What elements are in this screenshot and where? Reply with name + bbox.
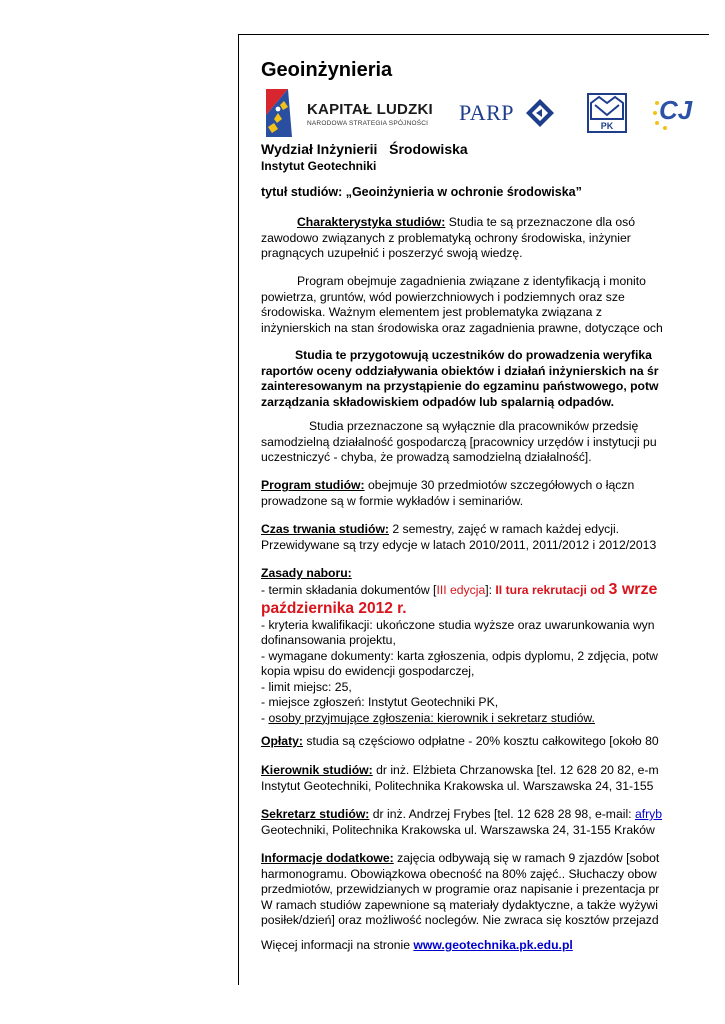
secretary-section: [261, 807, 709, 838]
secretary-line-1: dr inż. Andrzej Frybes [tel. 12 628 28 98, e-mail:: [369, 807, 635, 821]
admission-criteria-1: - kryteria kwalifikacji: ukończone studia wyższe oraz uwarunkowania wyn: [261, 617, 655, 632]
characteristics-line-2: zawodowo związanych z problematyką ochrony środowiska, inżynier: [261, 230, 631, 245]
additional-line-3: przedmiotów, przewidzianych w programie oraz napisanie i prezentacja pr: [261, 882, 660, 896]
additional-info-section: [261, 851, 709, 929]
admission-section: [261, 566, 709, 726]
logo-bar: [261, 85, 709, 145]
audience-line-3: uczestniczyć - chyba, że prowadzą samodzielną działalność].: [261, 450, 592, 464]
page-title: Geoinżynieria: [261, 59, 393, 81]
parp-name: PARP: [459, 100, 515, 125]
director-line-2: Instytut Geotechniki, Politechnika Krakowska ul. Warszawska 24, 31-155: [261, 778, 654, 793]
purpose-line-4: zarządzania składowiskiem odpadów lub spalarnią odpadów.: [261, 394, 615, 409]
website-link[interactable]: www.geotechnika.pk.edu.pl: [413, 938, 573, 952]
admission-edition: III edycja: [436, 582, 486, 597]
program-line-1: obejmuje 30 przedmiotów szczegółowych o łączn: [364, 478, 635, 492]
cj-name: CJ: [659, 95, 693, 125]
purpose-line-1: Studia te przygotowują uczestników do prowadzenia weryfika: [295, 348, 652, 362]
admission-heading: Zasady naboru:: [261, 566, 352, 580]
duration-heading: Czas trwania studiów:: [261, 522, 389, 536]
secretary-email-link[interactable]: afryb: [634, 807, 663, 821]
parp-logo: [459, 97, 569, 131]
characteristics-heading: Charakterystyka studiów:: [297, 215, 446, 229]
characteristics-line-1: Studia te są przeznaczone dla osó: [445, 215, 636, 229]
fees-text: studia są częściowo odpłatne - 20% kosztu całkowitego [około 80: [302, 734, 659, 748]
admission-persons: osoby przyjmujące zgłoszenia: kierownik i sekretarz studiów.: [268, 710, 595, 725]
program-desc-line-3: środowiska. Ważnym elementem jest problematyka związana z: [261, 305, 602, 319]
additional-line-1: zajęcia odbywają się w ramach 9 zjazdów [sobot: [393, 851, 660, 865]
kapital-ludzki-icon: [264, 85, 296, 141]
program-desc-line-1: Program obejmuje zagadnienia związane z identyfikacją i monito: [297, 274, 646, 288]
program-desc-line-4: inżynierskich na stan środowiska oraz zagadnienia prawne, dotyczące och: [261, 320, 663, 335]
admission-persons-prefix: -: [261, 710, 269, 725]
fees-section: [261, 734, 709, 750]
program-description-section: [261, 274, 709, 336]
study-title: tytuł studiów: „Geoinżynieria w ochronie środowiska”: [261, 185, 582, 199]
pk-university-crest: [587, 93, 627, 133]
more-info-text: Więcej informacji na stronie: [261, 938, 414, 952]
admission-place: - miejsce zgłoszeń: Instytut Geotechniki PK,: [261, 695, 499, 709]
secretary-line-2: Geotechniki, Politechnika Krakowska ul. Warszawska 24, 31-155 Kraków: [261, 822, 655, 837]
kapital-ludzki-name: KAPITAŁ LUDZKI: [307, 101, 433, 118]
kapital-ludzki-subtitle: NARODOWA STRATEGIA SPÓJNOŚCI: [307, 120, 429, 127]
purpose-line-2: raportów oceny oddziaływania obiektów i działań inżynierskich na śr: [261, 363, 659, 378]
characteristics-line-3: pragnących uzupełnić i poszerzyć swoją wiedzę.: [261, 246, 523, 260]
characteristics-section: [261, 215, 709, 262]
parp-arrows-icon: [525, 98, 555, 128]
additional-line-5: posiłek/dzień] oraz możliwość noclegów. Nie zwraca się kosztów przejazd: [261, 913, 659, 927]
admission-round-date: października 2012 r.: [261, 599, 407, 617]
fees-heading: Opłaty:: [261, 734, 303, 748]
program-section: [261, 478, 709, 509]
additional-heading: Informacje dodatkowe:: [261, 851, 394, 865]
admission-round-big: 3 wrze: [608, 580, 658, 598]
program-line-2: prowadzone są w formie wykładów i seminariów.: [261, 493, 524, 508]
pk-label: PK: [600, 121, 614, 131]
admission-round-text: II tura rekrutacji od: [495, 582, 609, 597]
more-info-section: [261, 938, 709, 954]
admission-limit: - limit miejsc: 25,: [261, 679, 352, 694]
admission-criteria-2: dofinansowania projektu,: [261, 633, 396, 647]
audience-line-2: samodzielną działalność gospodarczą [pracownicy urzędów i instytucji pu: [261, 434, 657, 449]
institute-name: Instytut Geotechniki: [261, 159, 377, 173]
program-heading: Program studiów:: [261, 478, 365, 492]
additional-line-4: W ramach studiów zapewnione są materiały dydaktyczne, a także wyżywi: [261, 897, 658, 912]
duration-line-2: Przewidywane są trzy edycje w latach 2010/2011, 2011/2012 i 2012/2013: [261, 537, 657, 552]
document-page: [238, 34, 709, 985]
purpose-line-3: zainteresowanym na przystąpienie do egzaminu państwowego, potw: [261, 379, 659, 393]
audience-line-1: Studia przeznaczone są wyłącznie dla pracowników przedsię: [309, 419, 639, 433]
faculty-name: Wydział Inżynierii Środowiska: [261, 141, 468, 157]
kapital-ludzki-logo: [261, 85, 441, 145]
admission-docs-2: kopia wpisu do ewidencji gospodarczej,: [261, 664, 475, 678]
program-desc-line-2: powietrza, gruntów, wód powierzchniowych i podziemnych oraz sze: [261, 289, 625, 304]
purpose-section: [261, 348, 709, 410]
director-section: [261, 763, 709, 794]
admission-docs-1: - wymagane dokumenty: karta zgłoszenia, odpis dyplomu, 2 zdjęcia, potw: [261, 648, 658, 663]
additional-line-2: harmonogramu. Obowiązkowa obecność na 80% zajęć.. Słuchaczy obow: [261, 866, 657, 881]
secretary-heading: Sekretarz studiów:: [261, 807, 370, 821]
cj-logo: [651, 95, 709, 131]
audience-section: [261, 419, 709, 466]
admission-deadline-prefix: - termin składania dokumentów [: [261, 582, 437, 597]
director-heading: Kierownik studiów:: [261, 763, 373, 777]
admission-deadline-mid: ]:: [485, 582, 496, 597]
director-line-1: dr inż. Elżbieta Chrzanowska [tel. 12 628 20 82, e-m: [372, 763, 659, 777]
duration-line-1: 2 semestry, zajęć w ramach każdej edycji.: [389, 522, 620, 536]
duration-section: [261, 522, 709, 553]
